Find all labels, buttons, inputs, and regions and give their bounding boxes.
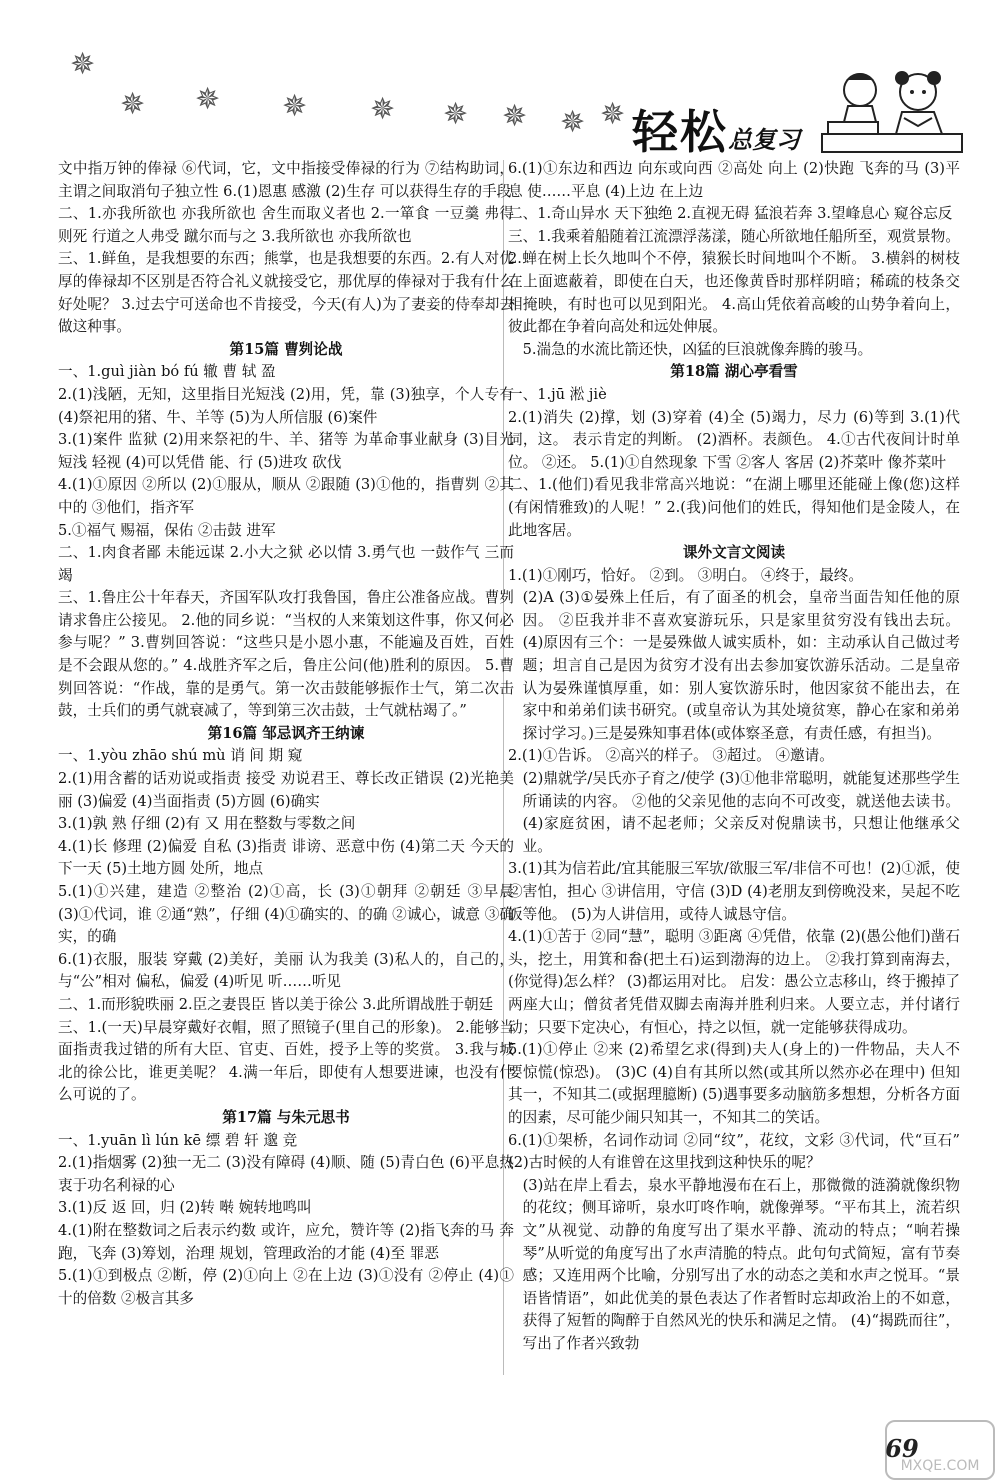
answer-paragraph: 3.(1)反 返 回，归 (2)转 啭 婉转地鸣叫 [58, 1199, 312, 1217]
answer-paragraph: 6.(1)①东边和西边 向东或向西 ②高处 向上 (2)快跑 飞奔的马 (3)平息 使……平息 (4)上边 在上边 [508, 160, 960, 200]
maple-leaf-icon: ✵ [195, 82, 221, 117]
site-watermark: MXQE.COM [885, 1420, 995, 1480]
answer-paragraph: 2.(1)①告诉。 ②高兴的样子。 ③超过。 ④邀请。 [508, 747, 834, 765]
answer-paragraph: 5.(1)①停止 ②来 (2)希望乞求(得到)夫人(身上的)一件物品，夫人不要惊慌(惊恐)。 (3)C (4)自有其所以然(或其所以然亦必在理中) 但知其一，不知其二(或据理臆断) (5)遇事要多动脑筋多想想，分析各方面的因素，尽可能少闹只知其一，不知其二的笑话。 [508, 1041, 960, 1126]
answer-paragraph: 6.(1)①架桥，名词作动词 ②同“纹”，花纹，文彩 ③代词，代“亘石” (2)古时候的人有谁曾在这里找到这种快乐的呢？ [508, 1131, 960, 1172]
maple-leaf-icon: ✵ [560, 105, 586, 140]
maple-leaf-icon: ✵ [502, 99, 528, 134]
maple-leaf-icon: ✵ [120, 87, 146, 122]
page-number: 69 [885, 1433, 919, 1463]
answer-column-left [58, 158, 514, 1310]
section-heading: 第18篇 湖心亭看雪 [670, 363, 798, 381]
answer-paragraph: 2.(1)用含蓄的话劝说或指责 接受 劝说君王、尊长改正错误 (2)光艳美丽 (3)偏爱 (4)当面指责 (5)方圆 (6)确实 [58, 770, 514, 810]
reading-kids-mascot-icon [818, 62, 968, 157]
brand-main-text: 轻松 [632, 105, 728, 159]
answer-paragraph: 一、1.jū 淞 jiè [508, 385, 607, 403]
answer-paragraph: (2)鼎就学/吴氏亦子育之/使学 (3)①他非常聪明，就能复述那些学生所诵读的内容。 ②他的父亲见他的志向不可改变，就送他去读书。 (4)家庭贫困，请不起老师；父亲反对倪鼎读书，只想让他继承父业。 [522, 770, 960, 855]
answer-paragraph: 一、1.yòu zhāo shú mù 诮 间 期 窥 [58, 747, 303, 765]
answer-paragraph: 4.(1)①苦于 ②同“慧”，聪明 ③距离 ④凭借，依靠 (2)(愚公他们)凿石头，挖土，用箕和畚(把土石)运到渤海的边上。 ②我打算到南海去，(你觉得)怎么样？ (3)都运用对比。 启发：愚公立志移山，终于搬掉了两座大山；僧贫者凭借双脚去南海并胜利归来。人要立志，并付诸行动；只要下定决心，有恒心，持之以恒，就一定能够获得成功。 [508, 928, 960, 1036]
brand-sub-text: 总复习 [728, 125, 800, 154]
maple-leaf-icon: ✵ [443, 97, 469, 132]
section-heading: 第17篇 与朱元思书 [222, 1108, 350, 1126]
section-heading: 第16篇 邹忌讽齐王纳谏 [207, 724, 365, 742]
answer-paragraph: 二、1.奇山异水 天下独绝 2.直视无碍 猛浪若奔 3.望峰息心 窥谷忘反 [508, 205, 953, 223]
maple-leaf-icon: ✵ [282, 89, 308, 124]
section-heading: 第15篇 曹刿论战 [229, 340, 343, 358]
answer-paragraph: 二、1.而形貌昳丽 2.臣之妻畏臣 皆以美于徐公 3.此所谓战胜于朝廷 [58, 995, 494, 1013]
answer-paragraph: 1.(1)①刚巧，恰好。 ②到。 ③明白。 ④终于，最终。 [508, 566, 863, 584]
answer-paragraph: 三、1.鲜鱼，是我想要的东西；熊掌，也是我想要的东西。2.有人对优厚的俸禄却不区别是否符合礼义就接受它，那优厚的俸禄对于我有什么好处呢？ 3.过去宁可送命也不肯接受，今天(有人)为了妻妾的侍奉却去做这种事。 [58, 250, 514, 336]
answer-column-right [508, 158, 960, 1355]
section-heading: 课外文言文阅读 [682, 544, 786, 562]
answer-paragraph: 三、1.我乘着船随着江流漂浮荡漾，随心所欲地任船所至，观赏景物。 2.蝉在树上长久地叫个不停，猿猴长时间地叫个不断。 3.横斜的树枝在上面遮蔽着，即使在白天，也还像黄昏时那样阴暗；稀疏的枝条交相掩映，有时也可以见到阳光。 4.高山凭依着高峻的山势争着向上，彼此都在争着向高处和远处伸展。 [508, 227, 960, 336]
answer-paragraph: 三、1.(一天)早晨穿戴好衣帽，照了照镜子(里自己的形象)。 2.能够当面指责我过错的所有大臣、官吏、百姓，授予上等的奖赏。 3.我与城北的徐公比，谁更美呢？ 4.满一年后，即使有人想要进谏，也没有什么可说的了。 [58, 1018, 514, 1104]
answer-paragraph: 5.湍急的水流比箭还快，凶猛的巨浪就像奔腾的骏马。 [522, 340, 873, 358]
maple-leaf-icon: ✵ [600, 97, 626, 132]
answer-paragraph: 3.(1)孰 熟 仔细 (2)有 又 用在整数与零数之间 [58, 815, 356, 833]
answer-paragraph: 4.(1)①原因 ②所以 (2)①服从，顺从 ②跟随 (3)①他的，指曹刿 ②其中的 ③他们，指齐军 [58, 476, 514, 516]
answer-paragraph: 5.(1)①兴建，建造 ②整治 (2)①高，长 (3)①朝拜 ②朝廷 ③早晨 (3)①代词，谁 ②通“熟”，仔细 (4)①确实的、的确 ②诚心，诚意 ③确实，的确 [58, 883, 514, 946]
answer-paragraph: 4.(1)附在整数词之后表示约数 或许，应允，赞许等 (2)指飞奔的马 奔跑，飞奔 (3)筹划，治理 规划，管理政治的才能 (4)至 罪恶 [58, 1221, 514, 1262]
maple-leaf-icon: ✵ [70, 47, 96, 82]
answer-paragraph: 2.(1)消失 (2)撑，划 (3)穿着 (4)全 (5)竭力，尽力 (6)等到 3.(1)代词，这。 表示肯定的判断。 (2)酒杯。表颜色。 4.①古代夜间计时单位。 ②还。 5.(1)①自然现象 下雪 ②客人 客居 (2)芥菜叶 像芥菜叶 [508, 408, 960, 471]
answer-paragraph: 三、1.鲁庄公十年春天，齐国军队攻打我鲁国，鲁庄公准备应战。曹刿请求鲁庄公接见。 2.他的同乡说：“当权的人来策划这件事，你又何必参与呢？” 3.曹刿回答说：“这些只是小恩小惠，不能遍及百姓，百姓是不会跟从您的。” 4.战胜齐军之后，鲁庄公问(他)胜利的原因。 5.曹刿回答说：“作战，靠的是勇气。第一次击鼓能够振作士气，第二次击鼓，士兵们的勇气就衰减了，等到第三次击鼓，士气就枯竭了。” [58, 589, 514, 720]
answer-paragraph: 文中指万钟的俸禄 ⑥代词，它，文中指接受俸禄的行为 ⑦结构助词，主谓之间取消句子独立性 6.(1)恩惠 感激 (2)生存 可以获得生存的手段 [58, 160, 514, 200]
brand-logo [632, 96, 800, 159]
answer-paragraph: 5.①福气 赐福，保佑 ②击鼓 进军 [58, 521, 276, 539]
answer-paragraph: 3.(1)案件 监狱 (2)用来祭祀的牛、羊、猪等 为革命事业献身 (3)目光短浅 轻视 (4)可以凭借 能、行 (5)进攻 砍伐 [58, 431, 514, 471]
answer-paragraph: 4.(1)长 修理 (2)偏爱 自私 (3)指责 诽谤、恶意中伤 (4)第二天 今天的下一天 (5)土地方圆 处所，地点 [58, 837, 514, 878]
answer-paragraph: 6.(1)衣服，服装 穿戴 (2)美好，美丽 认为我美 (3)私人的，自己的，与“公”相对 偏私，偏爱 (4)听见 听……听见 [58, 950, 514, 991]
answer-paragraph: 一、1.yuān lì lún kē 缥 碧 轩 邈 竞 [58, 1131, 298, 1149]
answer-paragraph: 二、1.肉食者鄙 未能远谋 2.小大之狱 必以情 3.勇气也 一鼓作气 三而竭 [58, 544, 514, 584]
answer-paragraph: (2)A (3)①晏殊上任后，有了面圣的机会，皇帝当面告知任他的原因。 ②臣我并非不喜欢宴游玩乐，只是家里贫穷没有钱出去玩。 (4)原因有三个：一是晏殊做人诚实质朴，如：主动承认自己做过考题；坦言自己是因为贫穷才没有出去参加宴饮游乐活动。二是皇帝认为晏殊谨慎厚重，如：别人宴饮游乐时，他因家贫不能出去，在家中和弟弟们读书研究。(或皇帝认为其处境贫寒，静心在家和弟弟探讨学习。)三是晏殊知事君体(或体察圣意，有责任感，有担当)。 [522, 589, 960, 742]
answer-paragraph: 一、1.guì jiàn bó fú 辙 曹 轼 盈 [58, 363, 276, 381]
answer-paragraph: 二、1.(他们)看见我非常高兴地说：“在湖上哪里还能碰上像(您)这样(有闲情雅致)的人呢！” 2.(我)问他们的姓氏，得知他们是金陵人，在此地客居。 [508, 476, 960, 539]
answer-paragraph: 3.(1)其为信若此/宜其能服三军欤/欲服三军/非信不可也！(2)①派，使 ②害怕，担心 ③讲信用，守信 (3)D (4)老朋友到傍晚没来，吴起不吃饭等他。 (5)为人讲信用，或待人诚恳守信。 [508, 860, 960, 923]
page-header [0, 0, 1000, 159]
answer-paragraph: (3)站在岸上看去，泉水平静地漫布在石上，那微微的涟漪就像织物的花纹；侧耳谛听，泉水叮咚作响，就像弹琴。“平布其上，流若织文”从视觉、动静的角度写出了渠水平静、流动的特点；“响若操琴”从听觉的角度写出了水声清脆的特点。此句句式简短，富有节奏感；又连用两个比喻，分别写出了水的动态之美和水声之悦耳。“景语皆情语”，如此优美的景色表达了作者暂时忘却政治上的不如意，获得了短暂的陶醉于自然风光的快乐和满足之情。 (4)“揭跣而往”，写出了作者兴致勃 [522, 1176, 960, 1352]
answer-paragraph: 2.(1)指烟雾 (2)独一无二 (3)没有障碍 (4)顺、随 (5)青白色 (6)平息热衷于功名利禄的心 [58, 1154, 514, 1194]
maple-leaf-icon: ✵ [370, 92, 396, 127]
answer-paragraph: 5.(1)①到极点 ②断，停 (2)①向上 ②在上边 (3)①没有 ②停止 (4)①十的倍数 ②极言其多 [58, 1267, 514, 1307]
answer-paragraph: 2.(1)浅陋，无知，这里指目光短浅 (2)用，凭，靠 (3)独享，个人专有 (4)祭祀用的猪、牛、羊等 (5)为人所信服 (6)案件 [58, 385, 514, 426]
answer-paragraph: 二、1.亦我所欲也 亦我所欲也 舍生而取义者也 2.一箪食 一豆羹 弗得则死 行道之人弗受 蹴尔而与之 3.我所欲也 亦我所欲也 [58, 205, 514, 245]
